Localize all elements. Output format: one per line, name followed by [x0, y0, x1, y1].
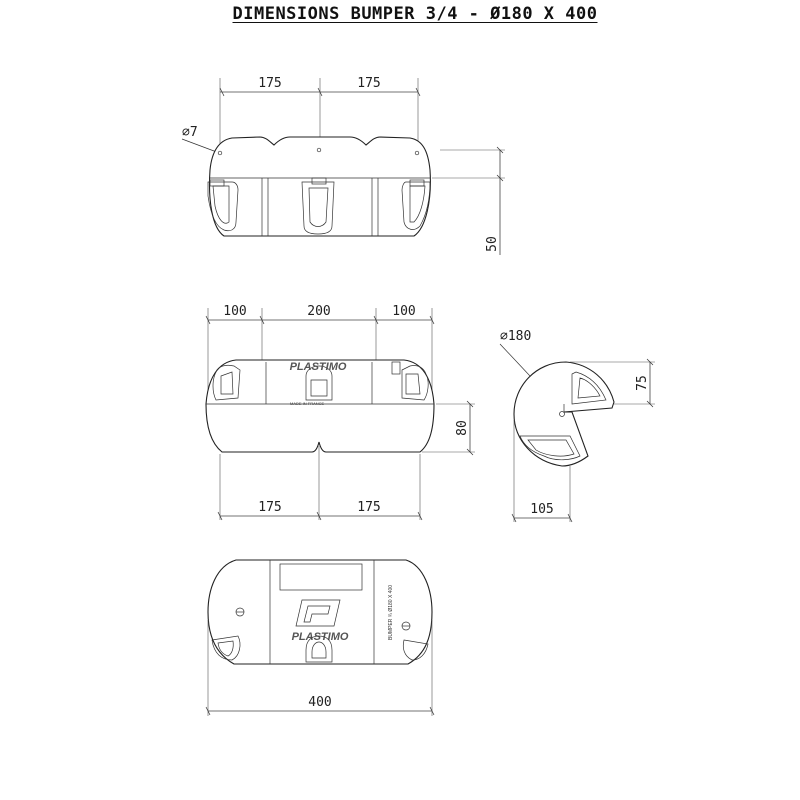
product-label: BUMPER ¾ Ø180 X 400 [388, 584, 394, 640]
front-dim-200: 200 [307, 304, 331, 319]
top-dim-175-left: 175 [258, 76, 282, 91]
top-view [182, 76, 505, 255]
bottom-dim-length-400: 400 [308, 695, 332, 710]
top-dim-175-right: 175 [357, 76, 381, 91]
side-dim-height-75: 75 [635, 375, 650, 391]
side-view [500, 329, 655, 522]
hole-diameter-label: ∅7 [182, 125, 198, 140]
front-dim-175-right: 175 [357, 500, 381, 515]
front-dim-100-left: 100 [223, 304, 247, 319]
made-in-france-label: MADE IN FRANCE [290, 401, 325, 406]
front-dim-100-right: 100 [392, 304, 416, 319]
front-brand-logo: PLASTIMO [289, 361, 347, 373]
top-dim-height-50: 50 [485, 236, 500, 252]
side-view-body [514, 362, 614, 466]
side-dim-width-105: 105 [530, 502, 554, 517]
front-view [206, 304, 475, 520]
front-dim-175-left: 175 [258, 500, 282, 515]
bottom-brand-text: PLASTIMO [291, 631, 349, 643]
drawing-title-text: DIMENSIONS BUMPER 3/4 - Ø180 X 400 [232, 4, 598, 24]
side-diameter-label: ∅180 [500, 329, 532, 344]
front-dim-height-80: 80 [455, 420, 470, 436]
bottom-view [206, 560, 434, 716]
